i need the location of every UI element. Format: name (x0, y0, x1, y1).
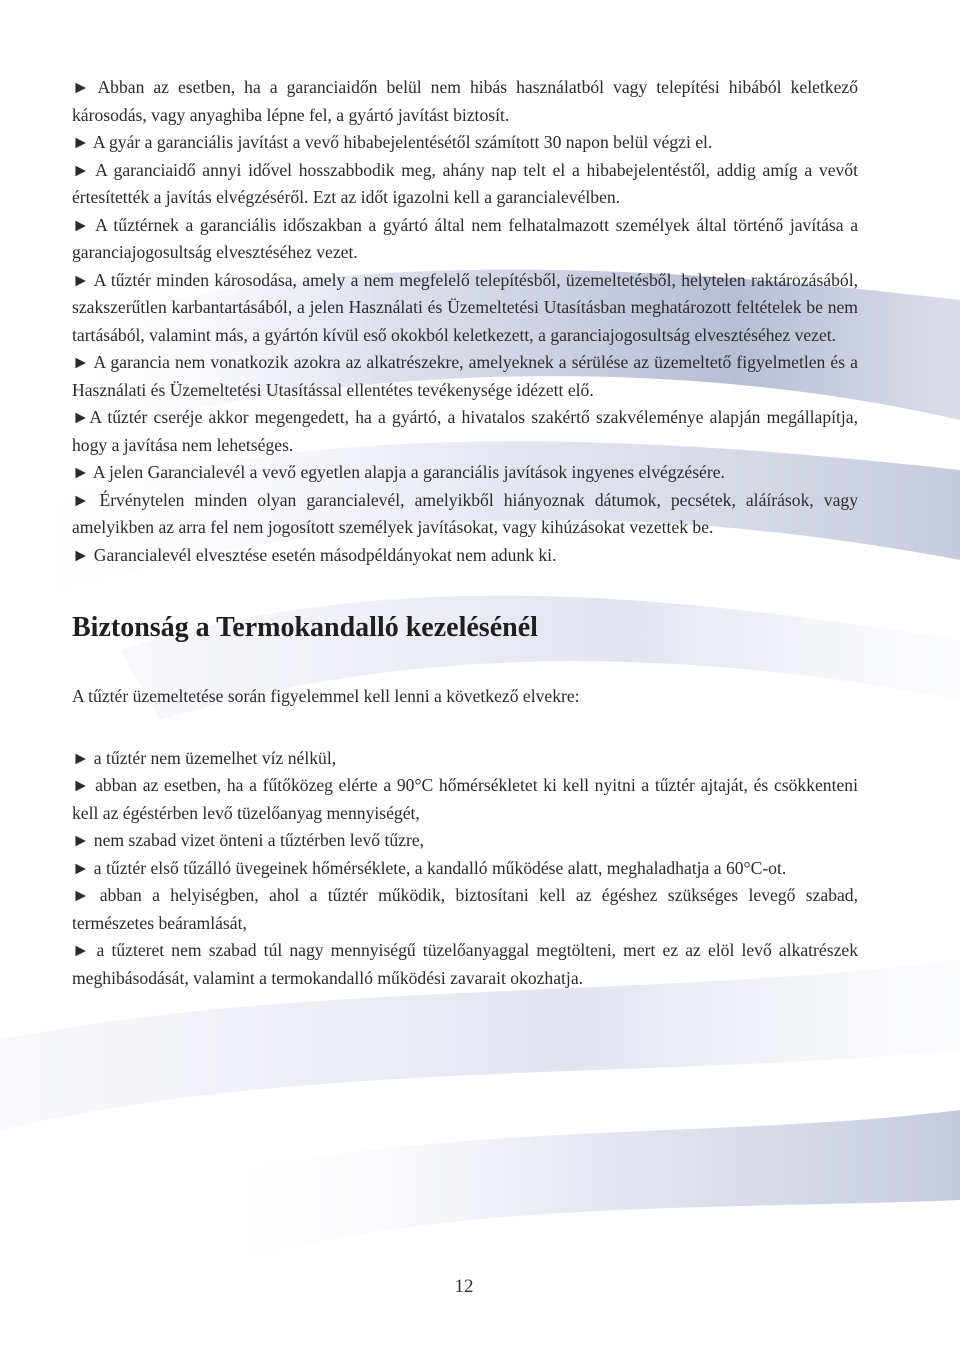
safety-item: ► nem szabad vizet önteni a tűztérben levő tűzre, (72, 830, 425, 850)
warranty-item: ► Garancialevél elvesztése esetén másodpéldányokat nem adunk ki. (72, 544, 557, 565)
page-number: 12 (454, 1276, 474, 1297)
warranty-item: ► A tűztérnek a garanciális időszakban a gyártó által nem felhatalmazott személyek által történő javítása a garanciajogosultság elvesztéséhez vezet. (72, 214, 858, 262)
section-title: Biztonság a Termokandalló kezelésénél (72, 612, 538, 643)
safety-item: ► abban az esetben, ha a fűtőközeg elérte a 90°C hőmérsékletet ki kell nyitni a tűztér ajtaját, és csökkenteni kell az égéstérben levő tüzelőanyag mennyiségét, (72, 775, 858, 823)
warranty-item: ► A tűztér minden károsodása, amely a nem megfelelő telepítésből, üzemeltetésből, helytelen raktározásából, szakszerűtlen karbantartásából, a jelen Használati és Üzemeltetési Utasításban meghatározott feltételek be nem tartásából, valamint más, a gyártón kívül eső okokból keletkezett, a garanciajogosultság elvesztéséhez vezet. (72, 269, 858, 345)
safety-item: ► abban a helyiségben, ahol a tűztér működik, biztosítani kell az égéshez szükséges levegő szabad, természetes beáramlását, (72, 885, 858, 933)
document-body (72, 74, 858, 992)
safety-rules-list (72, 745, 858, 993)
safety-item: ► a tűzteret nem szabad túl nagy mennyiségű tüzelőanyaggal megtölteni, mert ez az elöl levő alkatrészek meghibásodását, valamint a termokandalló működési zavarait okozhatja. (72, 940, 858, 988)
safety-item: ► a tűztér első tűzálló üvegeinek hőmérséklete, a kandalló működése alatt, meghaladhatja a 60°C-ot. (72, 857, 787, 878)
section-intro: A tűztér üzemeltetése során figyelemmel kell lenni a következő elvekre: (72, 686, 580, 706)
warranty-item: ► Érvénytelen minden olyan garancialevél, amelyikből hiányoznak dátumok, pecsétek, aláírások, vagy amelyikben az arra fel nem jogosított személyek javításokat, vagy kihúzásokat vezettek be. (72, 489, 858, 537)
warranty-item: ► A gyár a garanciális javítást a vevő hibabejelentésétől számított 30 napon belül végzi el. (72, 132, 713, 152)
warranty-item: ► A garanciaidő annyi idővel hosszabbodik meg, ahány nap telt el a hibabejelentéstől, addig amíg a vevőt értesítették a javítás elvégzéséről. Ezt az időt igazolni kell a garancialevélben. (72, 159, 858, 207)
warranty-item: ► A jelen Garancialevél a vevő egyetlen alapja a garanciális javítások ingyenes elvégzésére. (72, 462, 725, 482)
warranty-conditions-list (72, 74, 858, 569)
warranty-item: ► Abban az esetben, ha a garanciaidőn belül nem hibás használatból vagy telepítési hibából keletkező károsodás, vagy anyaghiba lépne fel, a gyártó javítást biztosít. (72, 77, 858, 125)
warranty-item: ►A tűztér cseréje akkor megengedett, ha a gyártó, a hivatalos szakértő szakvéleménye alapján megállapítja, hogy a javítása nem lehetséges. (72, 407, 858, 455)
safety-item: ► a tűztér nem üzemelhet víz nélkül, (72, 747, 337, 768)
warranty-item: ► A garancia nem vonatkozik azokra az alkatrészekre, amelyeknek a sérülése az üzemeltető figyelmetlen és a Használati és Üzemeltetési Utasítással ellentétes tevékenysége idézett elő. (72, 352, 858, 400)
